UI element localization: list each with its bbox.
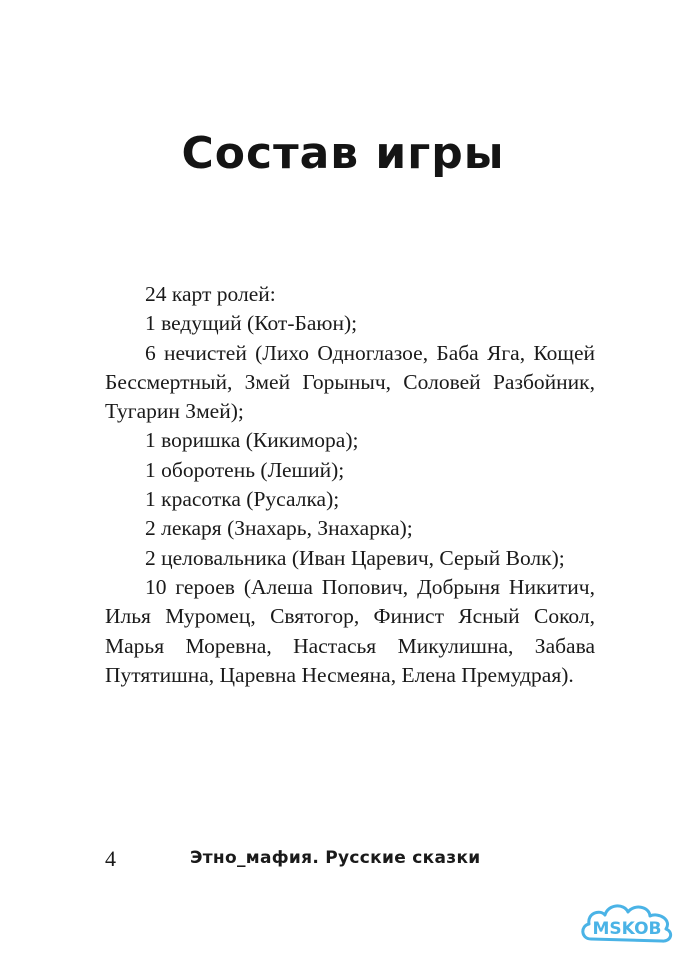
contents-line: 2 лекаря (Знахарь, Знахарка);: [145, 516, 413, 541]
contents-line: 24 карт ролей:: [145, 282, 276, 306]
watermark-text: MSKOB: [592, 919, 662, 939]
page-title: Состав игры: [181, 128, 505, 179]
game-contents: [105, 280, 595, 690]
page-number: 4: [105, 846, 116, 871]
contents-line: 1 оборотень (Леший);: [145, 457, 345, 482]
contents-line: 1 красотка (Русалка);: [145, 487, 340, 512]
contents-line: 10 героев (Алеша Попович, Добрыня Никитич, Илья Муромец, Святогор, Финист Ясный Сокол, Марья Моревна, Настасья Микулишна, Забава Путятишна, Царевна Несмеяна, Елена Премудрая).: [105, 574, 595, 687]
contents-line: 6 нечистей (Лихо Одноглазое, Баба Яга, Кощей Бессмертный, Змей Горыныч, Соловей Разбойник, Тугарин Змей);: [105, 340, 595, 424]
running-head: Этно_мафия. Русские сказки: [190, 848, 481, 868]
contents-line: 1 воришка (Кикимора);: [145, 428, 359, 453]
contents-line: 2 целовальника (Иван Царевич, Серый Волк);: [145, 545, 565, 570]
watermark-logo: [577, 895, 677, 950]
contents-line: 1 ведущий (Кот-Баюн);: [145, 311, 358, 336]
